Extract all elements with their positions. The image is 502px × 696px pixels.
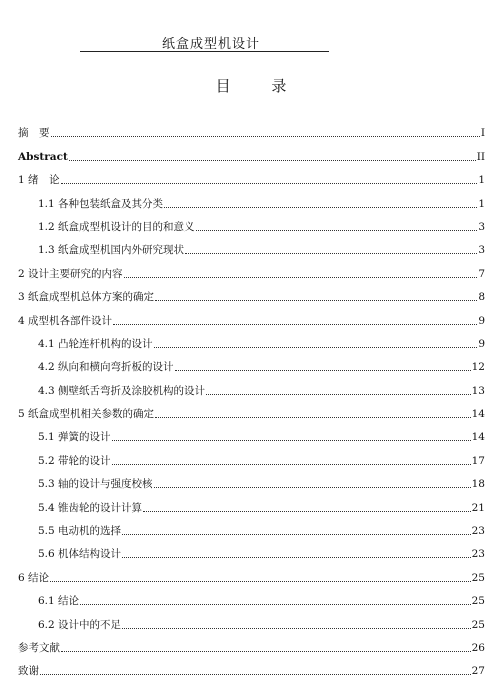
toc-entry-page-number: 23 — [471, 548, 485, 561]
toc-entry-title: 摘 要 — [18, 127, 50, 140]
toc-dot-leader — [51, 136, 480, 137]
toc-entry-page-number: 9 — [478, 314, 485, 327]
toc-entry-page-number: 1 — [478, 197, 485, 210]
toc-entry-title: 参考文献 — [18, 641, 60, 654]
toc-entry[interactable] — [18, 655, 485, 678]
toc-entry-title: 5.5 电动机的选择 — [38, 525, 122, 538]
toc-entry[interactable] — [18, 140, 485, 163]
table-of-contents — [18, 117, 485, 678]
toc-entry[interactable] — [18, 117, 485, 140]
toc-entry-title: 3 纸盒成型机总体方案的确定 — [18, 291, 155, 304]
toc-entry-page-number: 3 — [478, 220, 485, 233]
toc-entry[interactable] — [18, 281, 485, 304]
toc-entry-title: 5.6 机体结构设计 — [38, 548, 122, 561]
toc-entry-page-number: 18 — [471, 478, 485, 491]
toc-entry[interactable] — [18, 468, 485, 491]
toc-entry-page-number: 9 — [478, 337, 485, 350]
toc-entry[interactable] — [18, 608, 485, 631]
toc-entry-page-number: 17 — [471, 454, 485, 467]
toc-dot-leader — [164, 207, 477, 208]
toc-entry[interactable] — [18, 234, 485, 257]
toc-entry[interactable] — [18, 421, 485, 444]
toc-entry-title: 6 结论 — [18, 571, 50, 584]
toc-dot-leader — [80, 604, 471, 605]
toc-entry[interactable] — [18, 561, 485, 584]
toc-dot-leader — [154, 347, 478, 348]
toc-entry-title: 5.4 锥齿轮的设计计算 — [38, 501, 143, 514]
toc-entry[interactable] — [18, 398, 485, 421]
document-header-title: 纸盒成型机设计 — [161, 37, 260, 52]
toc-entry-title: 5.3 轴的设计与强度校核 — [38, 478, 153, 491]
toc-entry-page-number: 25 — [471, 595, 485, 608]
toc-entry-page-number: 13 — [471, 384, 485, 397]
toc-dot-leader — [196, 230, 478, 231]
toc-entry-title: 1 绪 论 — [18, 174, 60, 187]
toc-entry-page-number: 21 — [471, 501, 485, 514]
toc-entry-page-number: 26 — [471, 641, 485, 654]
toc-entry-page-number: 27 — [471, 665, 485, 678]
toc-dot-leader — [185, 253, 477, 254]
toc-dot-leader — [175, 370, 471, 371]
toc-entry-title: 5.1 弹簧的设计 — [38, 431, 111, 444]
toc-entry-title: 1.2 纸盒成型机设计的目的和意义 — [38, 220, 195, 233]
toc-entry-page-number: 12 — [471, 361, 485, 374]
toc-dot-leader — [40, 674, 471, 675]
toc-heading: 目 录 — [215, 77, 305, 95]
toc-entry-title: Abstract — [18, 150, 68, 163]
toc-entry-title: 4.2 纵向和横向弯折板的设计 — [38, 361, 174, 374]
toc-dot-leader — [61, 183, 478, 184]
toc-entry-page-number: 14 — [471, 408, 485, 421]
toc-dot-leader — [112, 440, 471, 441]
toc-entry[interactable] — [18, 164, 485, 187]
toc-dot-leader — [69, 160, 476, 161]
toc-dot-leader — [154, 487, 471, 488]
toc-dot-leader — [155, 300, 477, 301]
toc-dot-leader — [206, 394, 471, 395]
toc-entry[interactable] — [18, 257, 485, 280]
toc-entry-title: 5.2 带轮的设计 — [38, 454, 111, 467]
toc-entry[interactable] — [18, 444, 485, 467]
toc-entry-title: 6.1 结论 — [38, 595, 80, 608]
toc-dot-leader — [155, 417, 471, 418]
toc-entry-title: 6.2 设计中的不足 — [38, 618, 122, 631]
toc-entry-title: 4.3 侧壁纸舌弯折及涂胶机构的设计 — [38, 384, 206, 397]
toc-entry-title: 1.1 各种包装纸盒及其分类 — [38, 197, 164, 210]
toc-entry-page-number: 7 — [478, 267, 485, 280]
toc-entry-page-number: 25 — [471, 618, 485, 631]
toc-entry-title: 致谢 — [18, 665, 39, 678]
toc-entry-title: 1.3 纸盒成型机国内外研究现状 — [38, 244, 185, 257]
toc-dot-leader — [50, 581, 471, 582]
toc-dot-leader — [122, 534, 471, 535]
toc-entry[interactable] — [18, 632, 485, 655]
toc-entry-page-number: 3 — [478, 244, 485, 257]
toc-entry-title: 5 纸盒成型机相关参数的确定 — [18, 408, 155, 421]
toc-dot-leader — [124, 277, 478, 278]
toc-entry[interactable] — [18, 187, 485, 210]
toc-dot-leader — [113, 324, 477, 325]
toc-entry[interactable] — [18, 328, 485, 351]
toc-entry-title: 4.1 凸轮连杆机构的设计 — [38, 337, 153, 350]
toc-entry-page-number: 23 — [471, 525, 485, 538]
toc-entry-page-number: 1 — [478, 174, 485, 187]
toc-entry-page-number: 8 — [478, 291, 485, 304]
toc-entry[interactable] — [18, 304, 485, 327]
toc-entry-page-number: II — [476, 150, 485, 163]
toc-entry[interactable] — [18, 374, 485, 397]
toc-dot-leader — [122, 557, 471, 558]
toc-entry-page-number: I — [480, 127, 485, 140]
toc-entry[interactable] — [18, 585, 485, 608]
header-underline — [80, 51, 329, 52]
toc-dot-leader — [122, 628, 471, 629]
toc-entry-title: 2 设计主要研究的内容 — [18, 267, 123, 280]
toc-entry[interactable] — [18, 515, 485, 538]
toc-dot-leader — [112, 464, 471, 465]
toc-entry[interactable] — [18, 491, 485, 514]
toc-dot-leader — [61, 651, 471, 652]
toc-entry-title: 4 成型机各部件设计 — [18, 314, 113, 327]
toc-entry[interactable] — [18, 538, 485, 561]
toc-entry[interactable] — [18, 351, 485, 374]
toc-entry[interactable] — [18, 211, 485, 234]
toc-dot-leader — [143, 511, 471, 512]
toc-entry-page-number: 14 — [471, 431, 485, 444]
toc-entry-page-number: 25 — [471, 571, 485, 584]
